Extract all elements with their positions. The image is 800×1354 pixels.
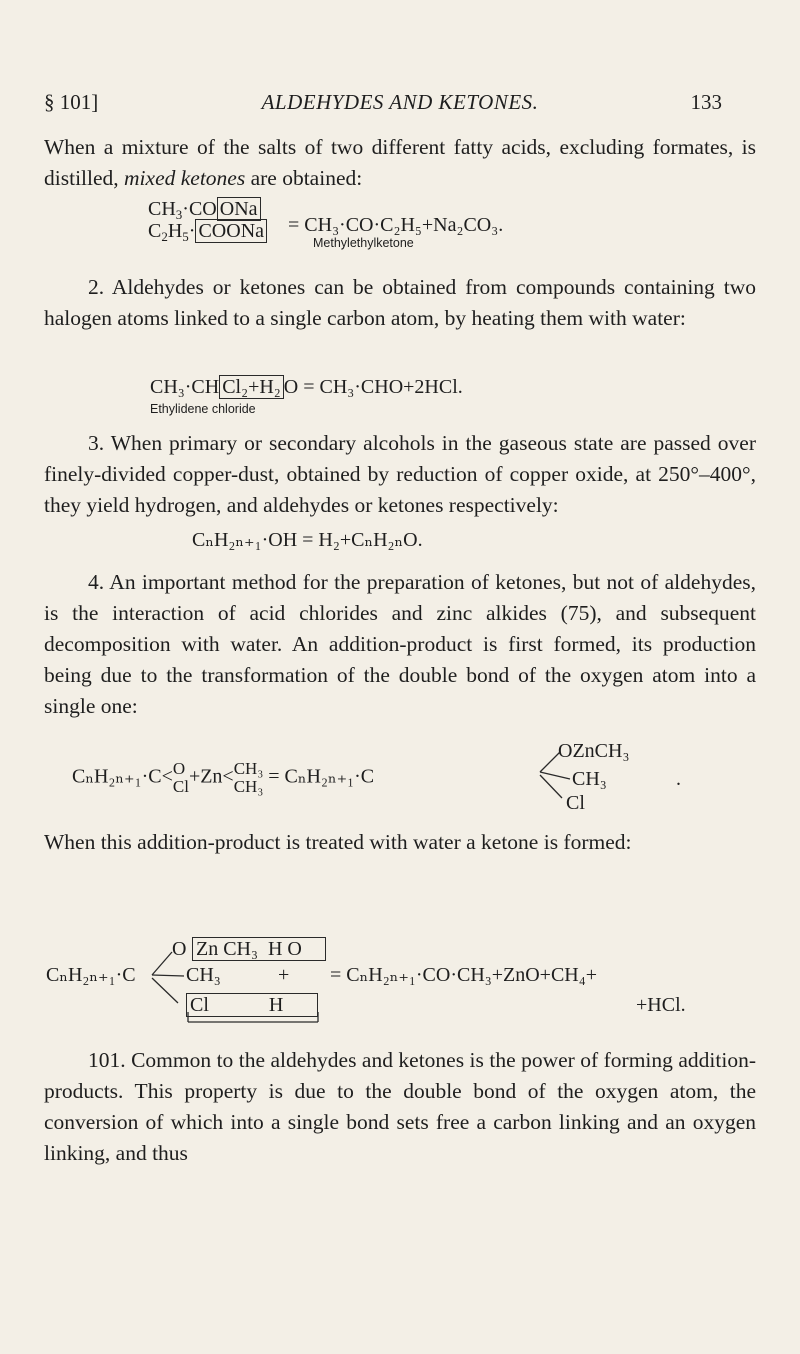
equation-ethylidene: CH₃·CH Cl₂+H₂ O = CH₃·CHO+2HCl.: [150, 376, 463, 398]
paragraph-text: When a mixture of the salts of two different fatty acids, excluding formates, is distilled,: [44, 135, 756, 190]
bond-line: [540, 752, 560, 772]
substituent-ch3: CH₃: [572, 768, 607, 790]
substituent-o: O: [172, 938, 187, 960]
compound-label: Ethylidene chloride: [150, 402, 256, 416]
equation-hydrolysis-rhs-cont: +HCl.: [636, 994, 686, 1016]
equation-hydrolysis-lhs: CₙH₂ₙ₊₁·C: [46, 964, 136, 986]
substituent-ozn: OZnCH₃: [558, 740, 630, 762]
bond-line: [152, 978, 178, 1003]
equation-rhs: = CH₃·CO·C₂H₅+Na₂CO₃.: [288, 214, 504, 236]
boxed-group: COONa: [195, 219, 267, 243]
compound-label: Methylethylketone: [313, 236, 414, 250]
section-reference: § 101]: [44, 90, 99, 114]
bond-line: [152, 975, 184, 976]
paragraph-zinc-alkides: 4. An important method for the preparation of ketones, but not of aldehydes, is the interaction of acid chlorides and zinc alkides (75), and subsequent decomposition with water. An addition-product is first formed, its production being due to the transformation of the double bond of the oxygen atom into a single one:: [44, 570, 756, 718]
equation-lhs-stack: $CH_3\cdot CO$ ONa $C_2H_5\cdot$ COONa: [148, 198, 267, 242]
equation-hydrolysis-rhs: = CₙH₂ₙ₊₁·CO·CH₃+ZnO+CH₄+: [330, 964, 597, 986]
boxed-zn-ch3-h-o: Zn CH₃ H O: [192, 937, 326, 961]
substituent-cl: Cl: [566, 792, 585, 814]
equation-period: .: [676, 768, 681, 790]
bond-line: [152, 952, 172, 975]
paragraph-copper-dust: 3. When primary or secondary alcohols in the gaseous state are passed over finely-divided copper-dust, obtained by reduction of copper oxide, at 250°–400°, they yield hydrogen, and aldehydes or ketones respectively:: [44, 431, 756, 517]
equation-dehydrogenation: CₙH₂ₙ₊₁·OH = H₂+CₙH₂ₙO.: [192, 529, 423, 551]
paragraph-addition-products: 101. Common to the aldehydes and ketones is the power of forming addition-products. This property is due to the double bond of the oxygen atom, the conversion of which into a single bond sets free a carbon linking and an oxygen linking, and thus: [44, 1048, 756, 1165]
boxed-group: ONa: [217, 197, 261, 221]
page-number: 133: [690, 90, 722, 114]
running-title: ALDEHYDES AND KETONES.: [261, 90, 539, 114]
bond-line: [540, 772, 570, 779]
substituent-ch3: CH₃: [186, 964, 221, 986]
emphasis-mixed-ketones: mixed ketones: [124, 166, 246, 190]
paragraph-text: are obtained:: [250, 166, 363, 190]
equation-addition-product: CₙH₂ₙ₊₁·C< O Cl +Zn< CH₃ CH₃ = CₙH₂ₙ₊₁·C: [72, 759, 375, 796]
boxed-cl-h: Cl H: [186, 993, 318, 1017]
plus-sign: +: [278, 964, 290, 986]
boxed-group: Cl₂+H₂: [219, 375, 284, 399]
paragraph-halogen-method: 2. Aldehydes or ketones can be obtained from compounds containing two halogen atoms linked to a single carbon atom, by heating them with water:: [44, 275, 756, 330]
paragraph-ketone-formed: When this addition-product is treated with water a ketone is formed:: [44, 830, 632, 854]
bond-line: [540, 775, 562, 798]
